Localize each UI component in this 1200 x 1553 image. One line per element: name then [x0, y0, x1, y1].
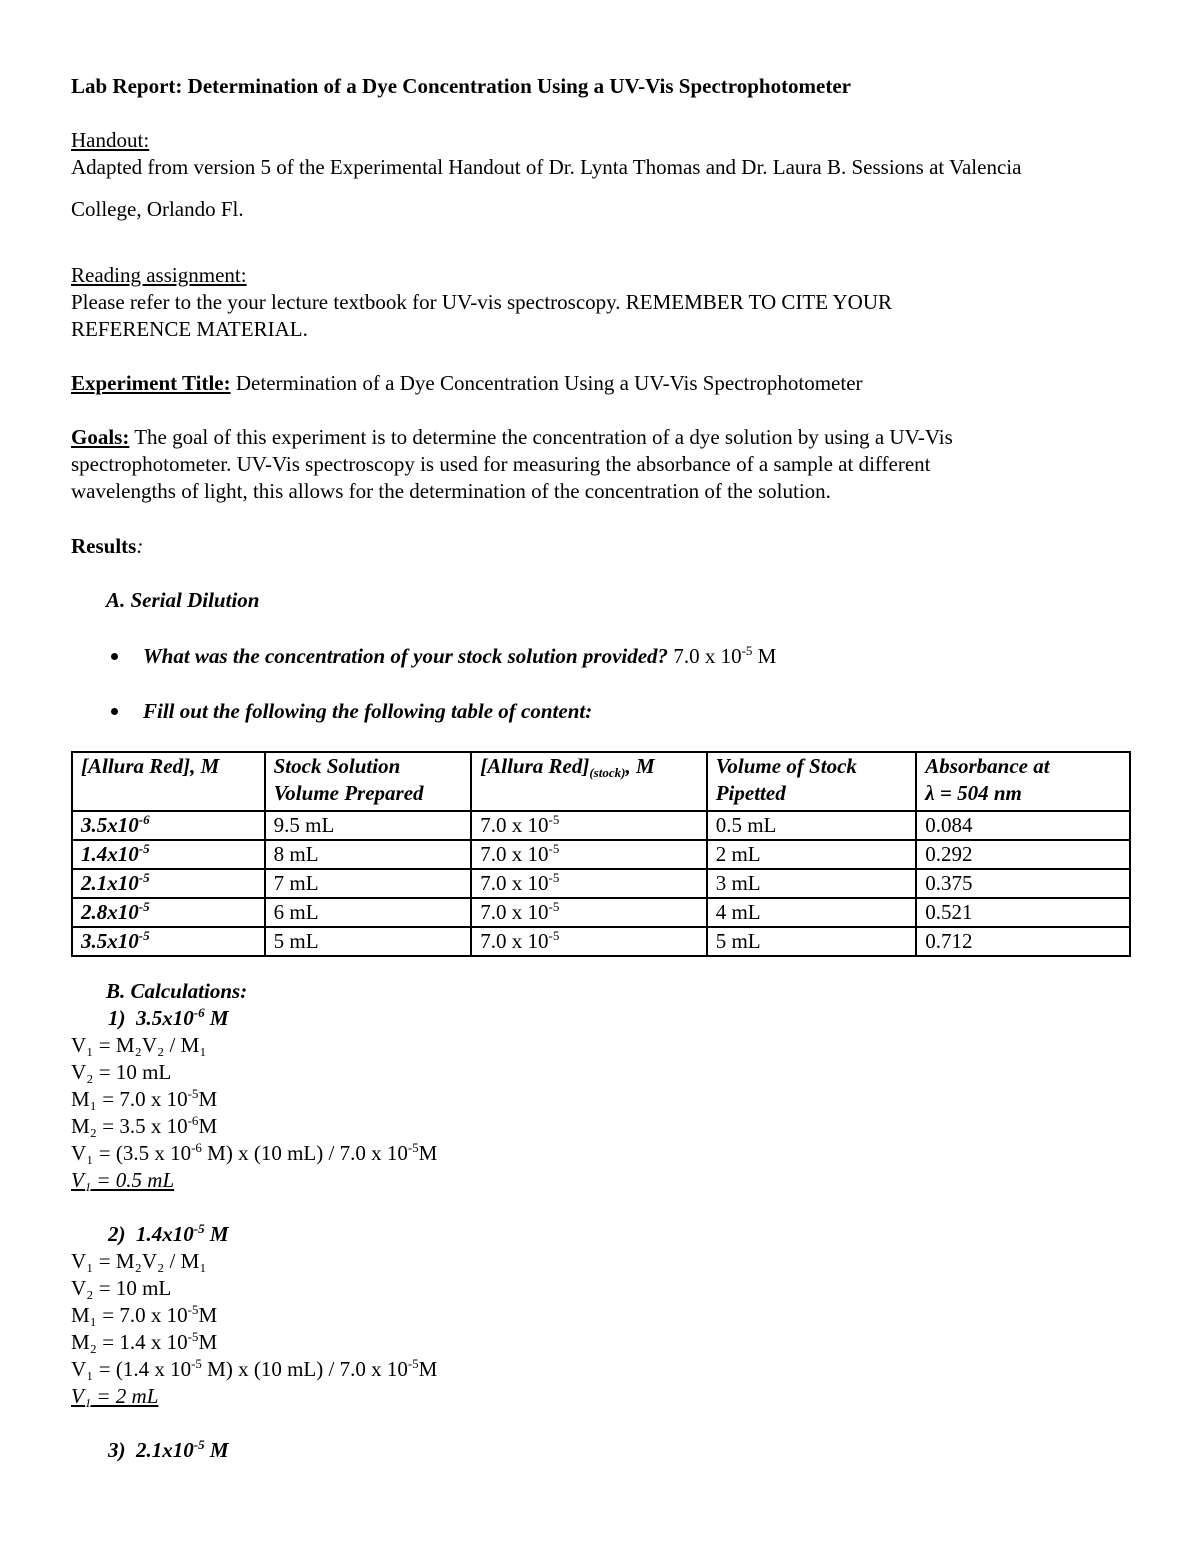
calc-1-m1: M₁ = 7.0 x $10^{-5}M$ [71, 1086, 218, 1111]
cell-volume-pipetted: 5 mL [707, 927, 917, 956]
cell-volume-pipetted: 3 mL [707, 869, 917, 898]
header-absorbance: Absorbance at λ = 504 nm [916, 752, 1130, 811]
results-heading [71, 533, 143, 560]
cell-absorbance: 0.292 [916, 840, 1130, 869]
calc-2-v2: V₂ = 10 mL [71, 1276, 172, 1300]
cell-concentration: $2.8x10^{-5}$ [72, 898, 265, 927]
goals-text-1: The goal of this experiment is to determine the concentration of a dye solution by using a UV-Vis [129, 425, 953, 449]
table-row [72, 927, 1130, 956]
results-colon: : [136, 534, 144, 558]
page-title: Lab Report: Determination of a Dye Concentration Using a UV-Vis Spectrophotometer [71, 74, 852, 98]
cell-stock-concentration: 7.0 x $10^{-5}$ [471, 927, 706, 956]
goals-line-3: wavelengths of light, this allows for the determination of the concentration of the solution. [71, 479, 831, 503]
question-fill-table: Fill out the following the following table of content: [143, 699, 593, 723]
experiment-title-line [71, 370, 863, 397]
calc-1-m2: M₂ = 3.5 x $10^{-6}M$ [71, 1113, 218, 1138]
calc-2-formula: V₁ = M₂V₂ / M₁ [71, 1249, 207, 1273]
calc-1-formula: V₁ = M₂V₂ / M₁ [71, 1033, 207, 1057]
handout-line-1: Adapted from version 5 of the Experimental Handout of Dr. Lynta Thomas and Dr. Laura B. Sessions at Valencia [71, 155, 1022, 179]
reading-label: Reading assignment: [71, 263, 247, 287]
question-1-answer-exp: -5 [741, 643, 753, 658]
cell-volume-prepared: 9.5 mL [265, 811, 472, 840]
header-allura-red-stock: [Allura $Red]_{(stock)}$, M [471, 752, 706, 811]
cell-absorbance: 0.084 [916, 811, 1130, 840]
calc-3-heading: 3) $2.1x10^{-5}$ M [108, 1437, 229, 1462]
bullet-icon [111, 653, 118, 660]
cell-volume-prepared: 8 mL [265, 840, 472, 869]
question-1-text: What was the concentration of your stock solution provided? [143, 644, 669, 668]
cell-volume-pipetted: 2 mL [707, 840, 917, 869]
reading-line-1: Please refer to the your lecture textbook for UV-vis spectroscopy. REMEMBER TO CITE YOUR [71, 290, 892, 314]
table-row [72, 840, 1130, 869]
calc-1-result: V₁ = 0.5 mL [71, 1168, 175, 1192]
cell-absorbance: 0.521 [916, 898, 1130, 927]
cell-volume-prepared: 5 mL [265, 927, 472, 956]
goals-label: Goals: [71, 425, 130, 449]
cell-volume-prepared: 7 mL [265, 869, 472, 898]
bullet-icon [111, 708, 118, 715]
question-1-answer: 7.0 x 10 [668, 644, 742, 668]
calc-2-substitution: V₁ = (1.4 x $10^{-5}$ M) x (10 mL) / 7.0 x $10^{-5}M$ [71, 1356, 438, 1381]
cell-volume-pipetted: 0.5 mL [707, 811, 917, 840]
header-stock-volume-prepared: Stock Solution Volume Prepared [265, 752, 472, 811]
calc-2-heading: 2) $1.4x10^{-5}$ M [108, 1221, 229, 1246]
goals-line-2: spectrophotometer. UV-Vis spectroscopy is used for measuring the absorbance of a sample at different [71, 452, 931, 476]
cell-absorbance: 0.375 [916, 869, 1130, 898]
table-row [72, 898, 1130, 927]
cell-stock-concentration: 7.0 x $10^{-5}$ [471, 811, 706, 840]
results-label: Results [71, 534, 137, 558]
calc-1-substitution: V₁ = (3.5 x $10^{-6}$ M) x (10 mL) / 7.0 x $10^{-5}M$ [71, 1140, 438, 1165]
reading-line-2: REFERENCE MATERIAL. [71, 317, 308, 341]
experiment-title-label: Experiment Title: [71, 371, 231, 395]
cell-absorbance: 0.712 [916, 927, 1130, 956]
cell-volume-pipetted: 4 mL [707, 898, 917, 927]
calc-2-m2: M₂ = 1.4 x $10^{-5}M$ [71, 1329, 218, 1354]
calc-2-m1: M₁ = 7.0 x $10^{-5}M$ [71, 1302, 218, 1327]
table-row [72, 869, 1130, 898]
cell-stock-concentration: 7.0 x $10^{-5}$ [471, 898, 706, 927]
experiment-title-text: Determination of a Dye Concentration Using a UV-Vis Spectrophotometer [230, 371, 863, 395]
cell-concentration: $3.5x10^{-5}$ [72, 927, 265, 956]
serial-dilution-table [71, 751, 1131, 957]
calc-1-v2: V₂ = 10 mL [71, 1060, 172, 1084]
header-allura-red-conc: [Allura Red], M [72, 752, 265, 811]
cell-stock-concentration: 7.0 x $10^{-5}$ [471, 840, 706, 869]
header-volume-pipetted: Volume of Stock Pipetted [707, 752, 917, 811]
table-row [72, 811, 1130, 840]
calc-2-result: V₁ = 2 mL [71, 1384, 159, 1408]
cell-concentration: $1.4x10^{-5}$ [72, 840, 265, 869]
section-a-heading: A. Serial Dilution [106, 588, 260, 612]
question-stock-concentration [143, 643, 776, 670]
cell-volume-prepared: 6 mL [265, 898, 472, 927]
handout-label: Handout: [71, 128, 150, 152]
table-header-row [72, 752, 1130, 811]
calc-1-heading: 1) $3.5x10^{-6}$ M [108, 1005, 229, 1030]
handout-line-2: College, Orlando Fl. [71, 197, 244, 221]
cell-concentration: $2.1x10^{-5}$ [72, 869, 265, 898]
goals-line-1 [71, 424, 953, 451]
question-1-answer-unit: M [752, 644, 777, 668]
cell-concentration: $3.5x10^{-6}$ [72, 811, 265, 840]
section-b-heading: B. Calculations: [106, 979, 248, 1003]
cell-stock-concentration: 7.0 x $10^{-5}$ [471, 869, 706, 898]
